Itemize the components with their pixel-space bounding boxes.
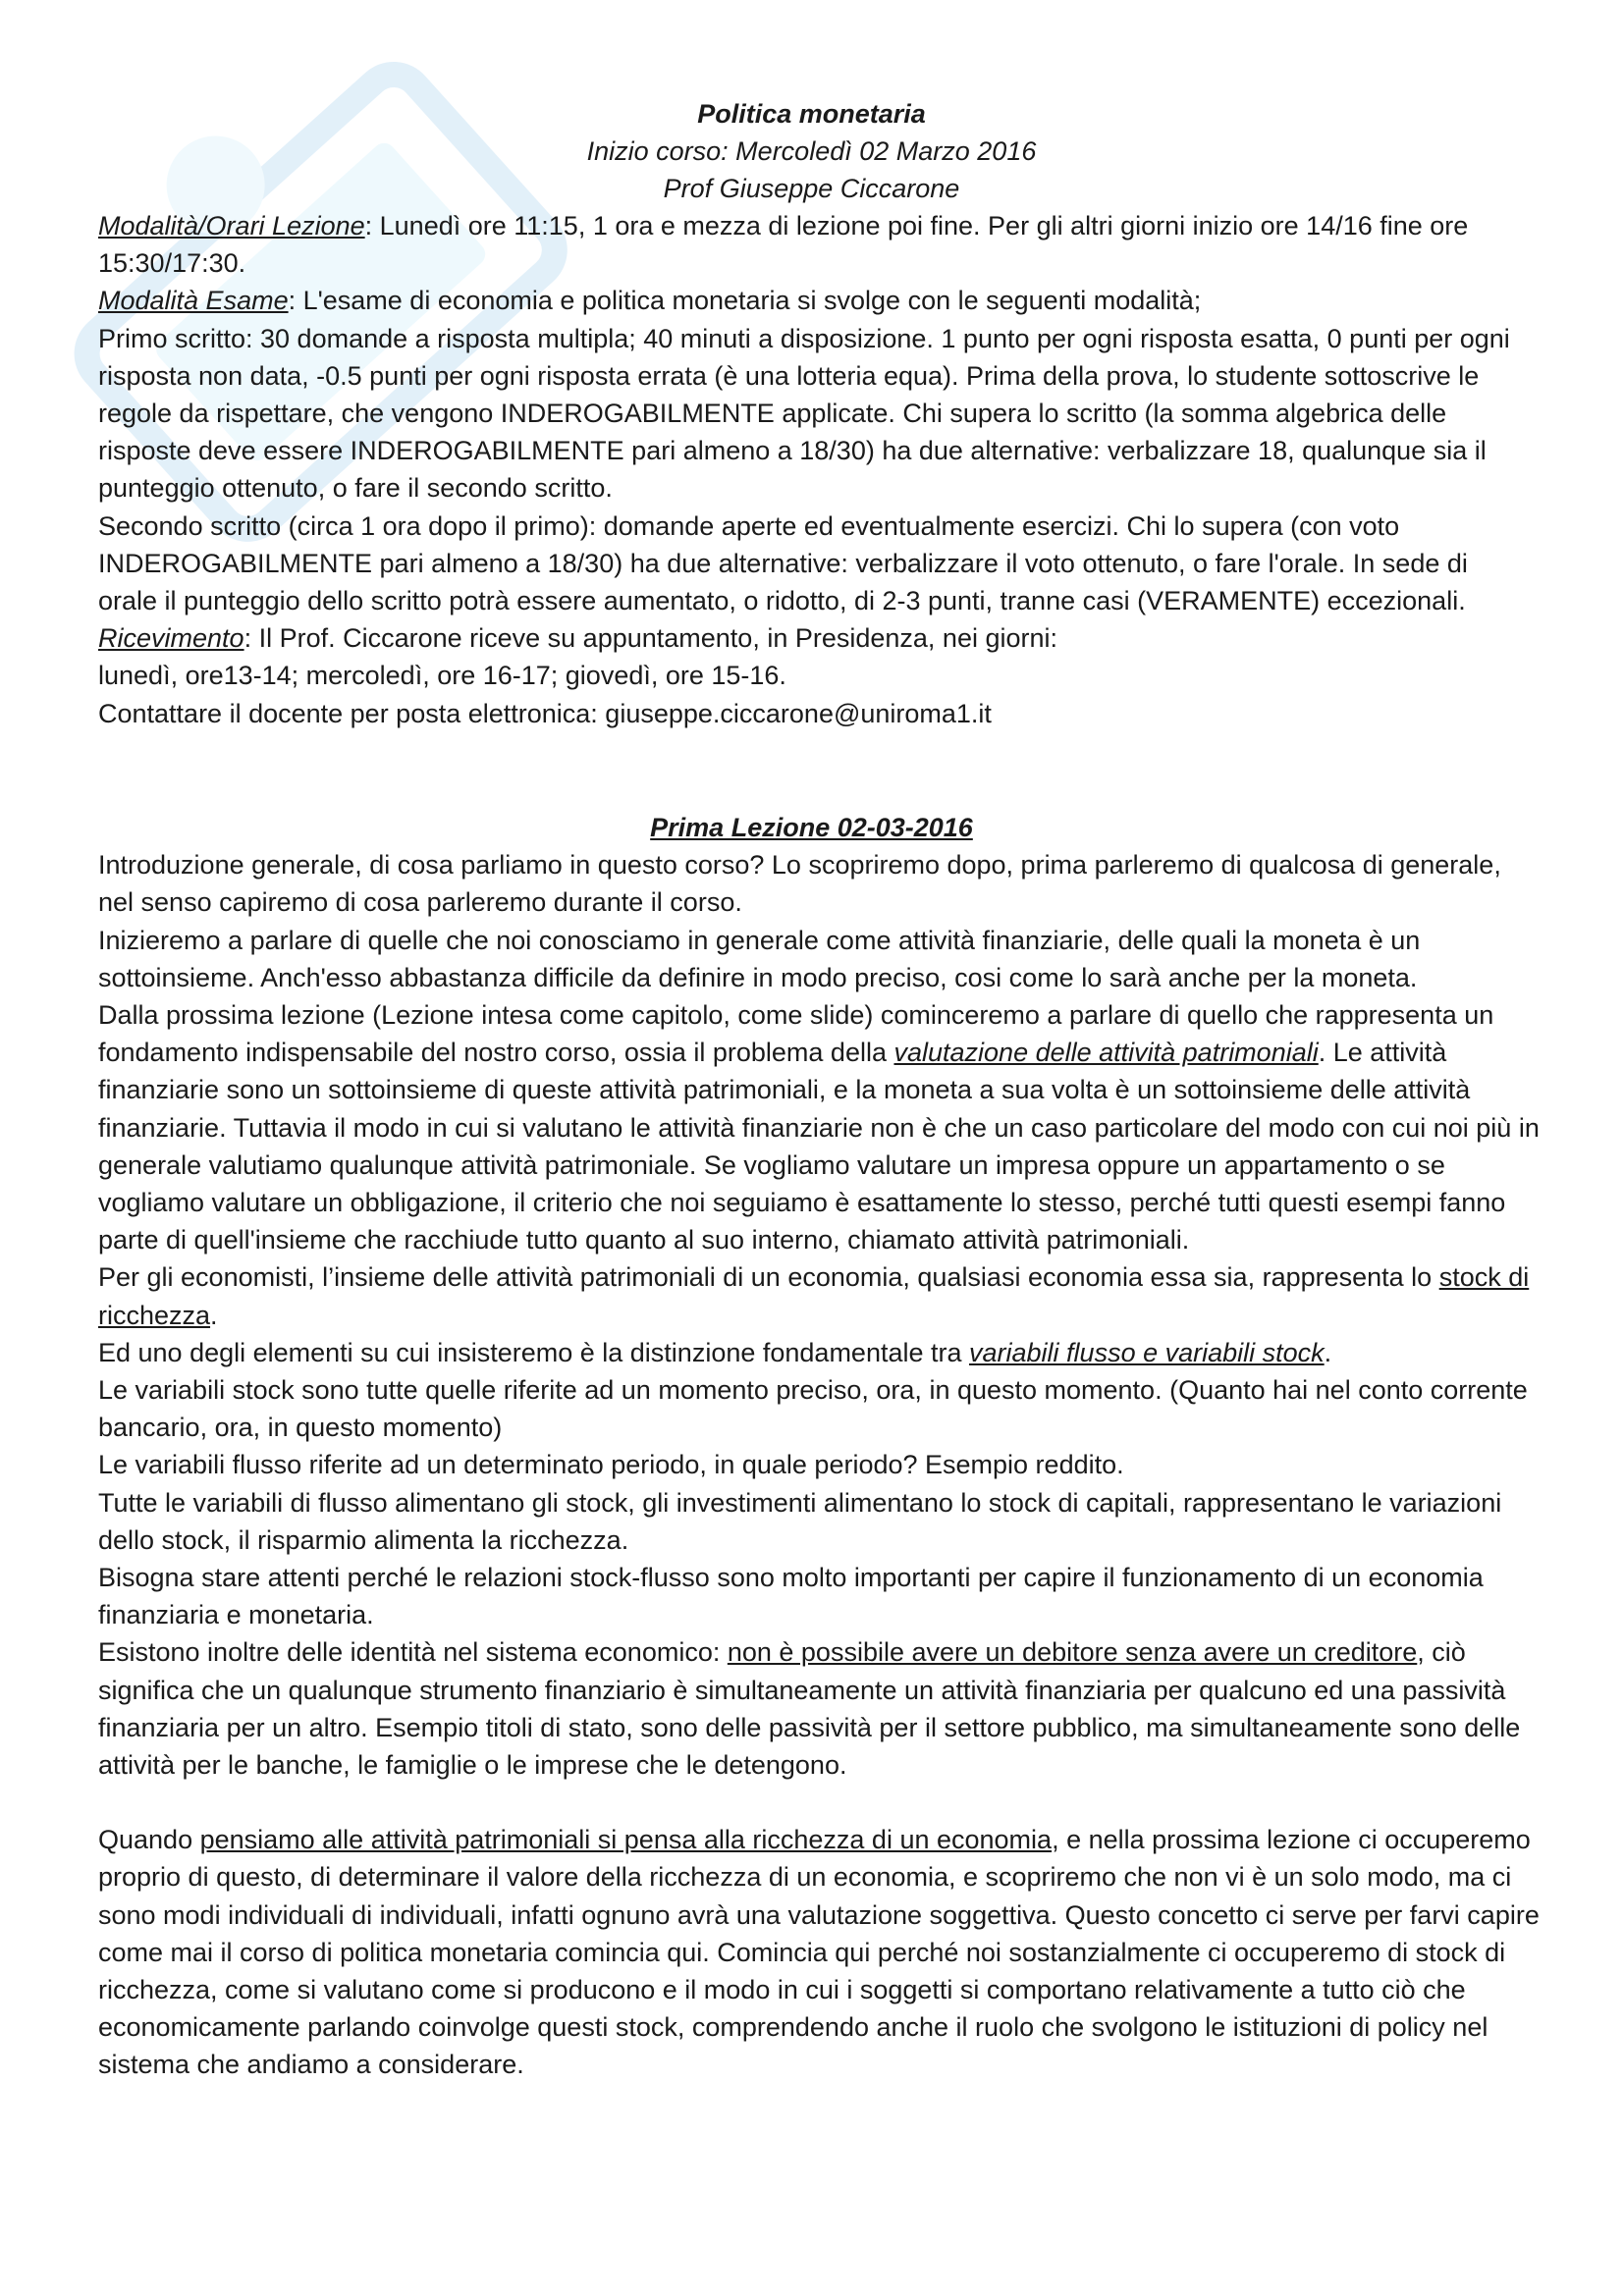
esame-label: Modalità Esame — [98, 286, 289, 316]
lesson-paragraph — [98, 1334, 1542, 1371]
lesson-paragraph: Inizieremo a parlare di quelle che noi conosciamo in generale come attività finanziarie, delle quali la moneta è un sottoinsieme. Anch'esso abbastanza difficile da definire in modo preciso, cosi come lo sarà anche per la moneta. — [98, 925, 1421, 992]
esame-text: : L'esame di economia e politica monetaria si svolge con le seguenti modalità; — [288, 286, 1202, 316]
lesson-paragraph — [98, 1633, 1542, 1784]
paragraph-gap — [98, 1784, 1542, 1821]
orari-paragraph — [98, 207, 1532, 282]
ricevimento-text: : Il Prof. Ciccarone riceve su appuntamento, in Presidenza, nei giorni: — [243, 623, 1057, 654]
document-header — [0, 95, 1623, 208]
orari-label: Modalità/Orari Lezione — [98, 211, 365, 240]
ricevimento-days: lunedì, ore13-14; mercoledì, ore 16-17; giovedì, ore 15-16. — [98, 661, 786, 691]
primo-scritto: Primo scritto: 30 domande a risposta multipla; 40 minuti a disposizione. 1 punto per ogni risposta esatta, 0 punti per ogni risposta non data, -0.5 punti per ogni risposta errata (è una lotteria equa). Prima della prova, lo studente sottoscrive le regole da rispettare, che vengono INDEROGABILMENTE applicate. Chi supera lo scritto (la somma algebrica delle risposte deve essere INDEROGABILMENTE pari almeno a 18/30) ha due alternative: verbalizzare 18, qualunque sia il punteggio ottenuto, o fare il secondo scritto. — [98, 323, 1510, 504]
text-run: , e nella prossima lezione ci occuperemo proprio di questo, di determinare il valore della ricchezza di un economia, e scopriremo che non vi è un solo modo, ma ci sono modi individuali di individuali, infatti ognuno avrà una valutazione soggettiva. Questo concetto ci serve per farvi capire come mai il corso di politica monetaria comincia qui. Comincia qui perché noi sostanzialmente ci occuperemo di stock di ricchezza, come si valutano come si producono e il modo in cui i soggetti si comportano relativamente a tutto ciò che economicamente parlando coinvolge questi stock, comprendendo anche il ruolo che svolgono le istituzioni di policy nel sistema che andiamo a considerare. — [98, 1825, 1540, 2080]
professor-name: Prof Giuseppe Ciccarone — [663, 174, 960, 204]
document-title: Politica monetaria — [697, 99, 926, 129]
text-run: . — [210, 1300, 218, 1330]
emphasis-run: variabili flusso e variabili stock — [969, 1337, 1325, 1367]
text-run: Per gli economisti, l’insieme delle attività patrimoniali di un economia, qualsiasi economia essa sia, rappresenta lo — [98, 1262, 1439, 1293]
text-run: Dalla prossima lezione (Lezione intesa come capitolo, come slide) cominceremo a parlare di quello che rappresenta un fondamento indispensabile del nostro corso, ossia il problema della — [98, 1000, 1494, 1068]
lesson-paragraph: Tutte le variabili di flusso alimentano gli stock, gli investimenti alimentano lo stock di capitali, rappresentano le variazioni dello stock, il risparmio alimenta la ricchezza. — [98, 1487, 1502, 1555]
lesson-paragraph — [98, 1821, 1542, 2083]
lesson-paragraph — [98, 1258, 1542, 1333]
emphasis-run: non è possibile avere un debitore senza avere un creditore — [727, 1637, 1418, 1668]
text-run: Esistono inoltre delle identità nel sistema economico: — [98, 1637, 728, 1668]
text-run: , ciò significa che un qualunque strumento finanziario è simultaneamente un attività finanziaria per qualcuno ed una passività finanziaria per un altro. Esempio titoli di stato, sono delle passività per il settore pubblico, ma simultaneamente sono delle attività per le banche, le famiglie o le imprese che le detengono. — [98, 1637, 1521, 1781]
text-run: Quando — [98, 1825, 200, 1855]
emphasis-run: valutazione delle attività patrimoniali — [893, 1038, 1319, 1068]
emphasis-run: stock di ricchezza — [98, 1262, 1530, 1330]
contact-line: Contattare il docente per posta elettronica: giuseppe.ciccarone@uniroma1.it — [98, 698, 992, 728]
emphasis-run: pensiamo alle attività patrimoniali si pensa alla ricchezza di un economia — [199, 1825, 1053, 1855]
ricevimento-paragraph — [98, 619, 1532, 657]
secondo-scritto: Secondo scritto (circa 1 ora dopo il primo): domande aperte ed eventualmente esercizi. Chi lo supera (con voto INDEROGABILMENTE pari almeno a 18/30) ha due alternative: verbalizzare il voto ottenuto, o fare l'orale. In sede di orale il punteggio dello scritto potrà essere aumentato, o ridotto, di 2-3 punti, tranne casi (VERAMENTE) eccezionali. — [98, 510, 1468, 616]
esame-paragraph — [98, 282, 1532, 319]
orari-text: : Lunedì ore 11:15, 1 ora e mezza di lezione poi fine. Per gli altri giorni inizio ore 14/16 fine ore 15:30/17:30. — [98, 211, 1469, 279]
lesson-title: Prima Lezione 02-03-2016 — [650, 813, 973, 842]
course-start: Inizio corso: Mercoledì 02 Marzo 2016 — [586, 136, 1037, 167]
lesson-section — [98, 809, 1542, 2084]
lesson-paragraph: Introduzione generale, di cosa parliamo in questo corso? Lo scopriremo dopo, prima parleremo di qualcosa di generale, nel senso capiremo di cosa parleremo durante il corso. — [98, 850, 1501, 918]
lesson-paragraph: Le variabili stock sono tutte quelle riferite ad un momento preciso, ora, in questo momento. (Quanto hai nel conto corrente bancario, ora, in questo momento) — [98, 1375, 1528, 1443]
lesson-paragraph: Bisogna stare attenti perché le relazioni stock-flusso sono molto importanti per capire il funzionamento di un economia finanziaria e monetaria. — [98, 1563, 1484, 1630]
ricevimento-label: Ricevimento — [98, 623, 244, 654]
text-run: . — [1324, 1337, 1332, 1367]
text-run: . Le attività finanziarie sono un sottoinsieme di queste attività patrimoniali, e la moneta a sua volta è un sottoinsieme delle attività finanziarie. Tuttavia il modo in cui si valutano le attività finanziarie non è che un caso particolare del modo con cui noi più in generale valutiamo qualunque attività patrimoniale. Se vogliamo valutare un impresa oppure un appartamento o se vogliamo valutare un obbligazione, il criterio che noi seguiamo è esattamente lo stesso, perché tutti questi esempi fanno parte di quell'insieme che racchiude tutto quanto al suo interno, chiamato attività patrimoniali. — [98, 1038, 1540, 1255]
text-run: Ed uno degli elementi su cui insisteremo è la distinzione fondamentale tra — [98, 1337, 970, 1367]
lesson-paragraph: Le variabili flusso riferite ad un determinato periodo, in quale periodo? Esempio reddito. — [98, 1450, 1124, 1480]
course-info — [98, 207, 1532, 732]
lesson-paragraph — [98, 996, 1542, 1258]
